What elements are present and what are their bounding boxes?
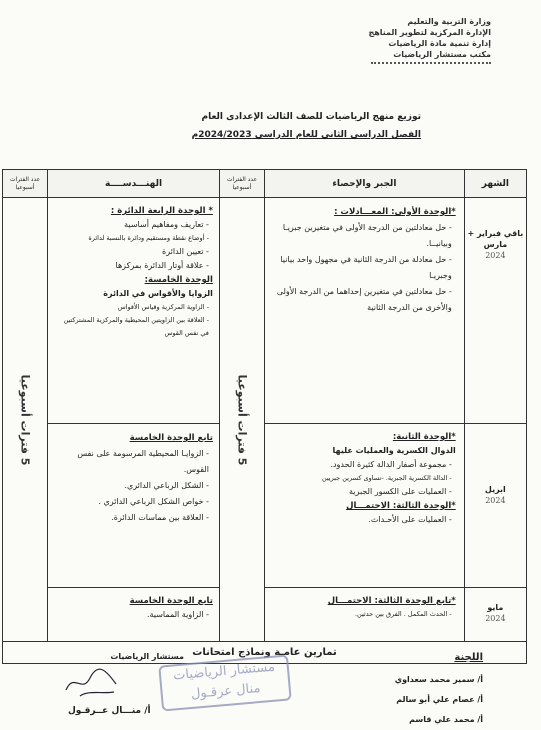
geometry-unit-title-2: الوحدة الخامسة: [144,275,213,285]
geometry-item: - الزوايـا المحيطية المرسومة على نفس القوس. [77,449,209,474]
header-weeks-geometry: عدد الفترات أسبوعيا [3,170,48,198]
geometry-item: - الشكل الرباعي الدائري. [124,481,209,490]
month-cell [464,424,526,588]
main-title: توزيع منهج الرياضيات للصف الثالث الإعدادى العام [201,112,421,122]
term-title: الفصل الدراسي الثاني للعام الدراسي 2024/2023م [191,130,421,140]
month-year: 2024 [485,614,506,623]
algebra-item: - العمليات على الأحـداث. [368,515,452,524]
header-month: الشهر [464,170,526,198]
algebra-item: - حل معادلتين في متغيرين إحداهما من الدرجة الأولى والأخرى من الدرجة الثانية [276,287,452,312]
algebra-item: - الحدث المكمل . الفرق بين حدثين. [354,610,452,618]
stamp-line-2: منال عرقـول [190,680,262,702]
committee-member: أ/ محمد علي قاسم [409,715,483,724]
algebra-subtitle: الدوال الكسرية والعمليات عليها [332,446,456,455]
month-label: باقي فبراير + مارس [467,229,524,249]
geometry-item: - العلاقة بين مماسات الدائرة. [111,513,209,522]
month-cell [464,588,526,642]
committee-block [343,648,483,730]
geometry-unit-title: * الوحدة الرابعة الدائرة : [110,206,213,216]
geometry-cell [48,198,220,424]
month-year: 2024 [485,496,506,505]
geometry-item: - تعاريف ومفاهيم أساسية [124,220,209,229]
exercises-note: تمارين عامـة ونماذج امتحانات [3,642,527,664]
geometry-item: - تعيين الدائرة [162,247,209,256]
curriculum-table [2,169,527,664]
algebra-unit-title: *تابع الوحدة الثالثة: الاحتمـــال [327,596,456,606]
geometry-item: - خواص الشكل الرباعي الدائري . [98,497,209,506]
table-row [3,198,527,424]
advisor-name: أ/ منـــال عــرقـول [68,706,151,716]
header-line-3: إدارة تنمية مادة الرياضيات [388,39,491,48]
header-divider [371,62,491,64]
algebra-cell [265,198,465,424]
algebra-unit-title-2: *الوحدة الثالثة: الاحتمـــال [346,501,456,511]
geometry-cell [48,588,220,642]
handwritten-signature [62,664,122,700]
committee-member: أ/ سمير محمد سعداوي [394,675,483,684]
algebra-item: - حل معادلتين من الدرجة الأولى في متغيرين جبريـا وبيانيــا. [282,223,452,248]
weeks-vertical-label: 5 فترات أسبوعيا [235,374,249,465]
algebra-item: - حل معادلة من الدرجة الثانية في مجهول واحد بيانيا وجبريـا [280,255,452,280]
geometry-unit-title: تابع الوحدة الخامسة [129,596,213,606]
header-line-4: مكتب مستشار الرياضيات [393,50,491,59]
header-line-2: الإدارة المركزية لتطوير المناهج [368,28,491,37]
month-label: مايو [487,603,504,612]
header-weeks-algebra: عدد الفترات أسبوعيا [219,170,264,198]
algebra-item: - العمليات على الكسور الجبرية [349,487,452,496]
month-year: 2024 [485,251,506,260]
month-cell [464,198,526,424]
stamp-line-1: مستشار الرياضيات [172,659,276,684]
geometry-item: - العلاقة بين الزاويتين المحيطية والمركزية المشتركتين في نفس القوس [63,316,209,337]
geometry-cell [48,424,220,588]
advisor-title: مستشار الرياضيات [110,652,184,661]
weeks-cell-algebra [219,198,264,642]
geometry-item: - أوضاع نقطة ومستقيم ودائرة بالنسبة لدائرة [88,234,209,242]
header-algebra: الجبر والإحصاء [265,170,465,198]
algebra-cell [265,588,465,642]
advisor-stamp [158,654,292,711]
algebra-unit-title: *الوحدة الأولى: المعـــادلات : [334,207,456,217]
algebra-item: - مجموعة أصفار الدالة كثيرة الحدود. [330,460,452,469]
geometry-item: - الزاوية المركزية وقياس الأقواس [117,303,209,311]
algebra-item: - الدالة الكسرية الجبرية. -تساوى كسرين جبريين [321,474,452,482]
committee-title: اللجنة [454,652,483,663]
geometry-item: - علاقة أوتار الدائرة بمركزها [115,261,209,270]
weeks-vertical-label: 5 فترات أسبوعيا [18,374,32,465]
month-label: ابريل [484,485,506,494]
document-titles [121,108,421,144]
geometry-unit-title: تابع الوحدة الخامسة [129,433,213,443]
geometry-item: - الزاوية المماسية. [146,610,209,619]
algebra-unit-title: *الوحدة الثانية: [392,432,456,442]
header-geometry: الهنـــدســــة [48,170,220,198]
table-header-row [3,170,527,198]
committee-member: أ/ عصام علي أبو سالم [396,695,483,704]
weeks-cell-geometry [3,198,48,642]
algebra-cell [265,424,465,588]
header-line-1: وزارة التربية والتعليم [407,17,491,26]
ministry-header [341,16,491,64]
geometry-subtitle: الزوايا والأقواس في الدائرة [103,289,213,298]
